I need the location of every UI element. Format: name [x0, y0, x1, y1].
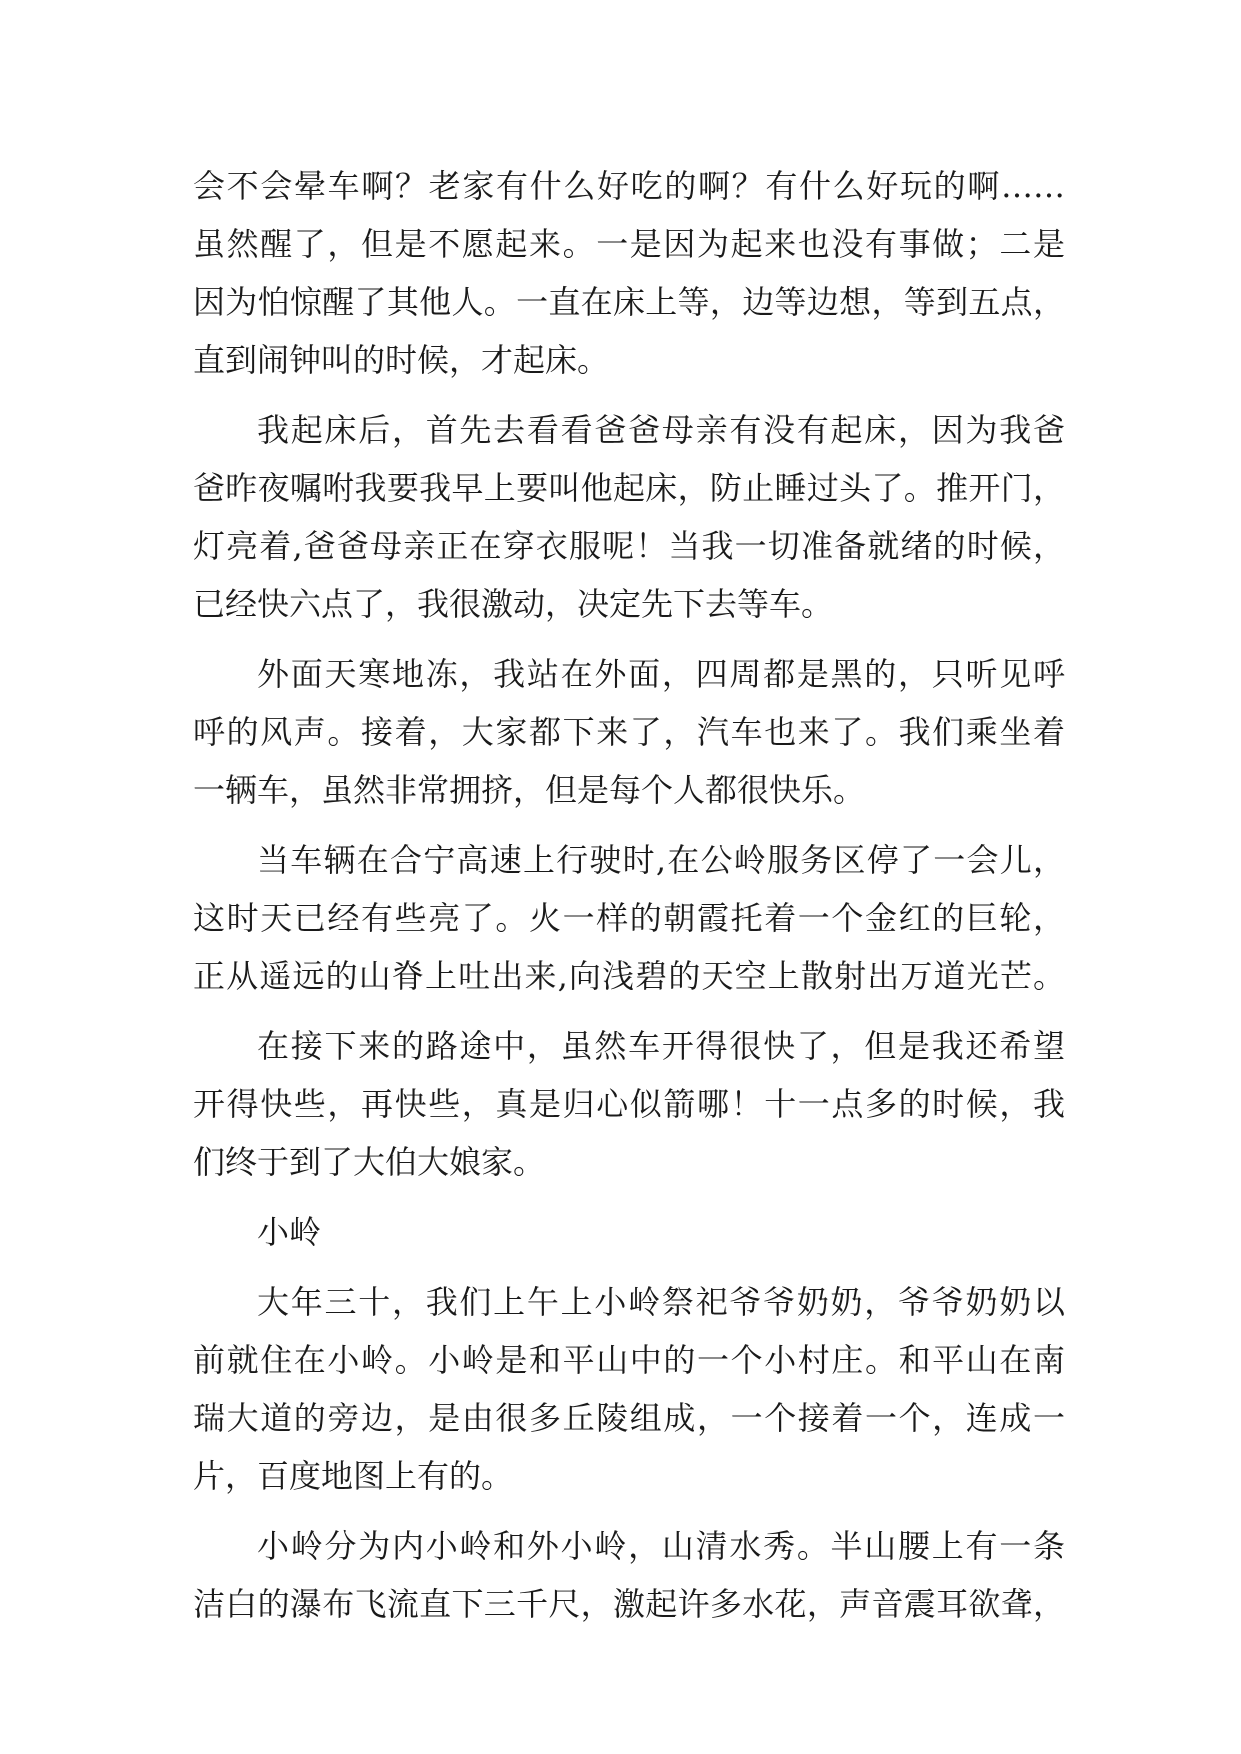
paragraph-4: [193, 831, 1065, 1005]
text-line: 片，百度地图上有的。: [193, 1457, 514, 1495]
text-line: 洁白的瀑布飞流直下三千尺，激起许多水花，声音震耳欲聋，: [193, 1585, 1065, 1623]
text-line: 虽然醒了，但是不愿起来。一是因为起来也没有事做；二是: [193, 225, 1065, 263]
text-line: 们终于到了大伯大娘家。: [193, 1143, 546, 1181]
text-line: 已经快六点了，我很激动，决定先下去等车。: [193, 585, 834, 623]
text-line: 小岭分为内小岭和外小岭，山清水秀。半山腰上有一条: [257, 1527, 1065, 1565]
paragraph-1: [193, 157, 1065, 389]
text-line: 爸昨夜嘱咐我要我早上要叫他起床，防止睡过头了。推开门，: [193, 469, 1065, 507]
text-line: 瑞大道的旁边，是由很多丘陵组成，一个接着一个，连成一: [193, 1399, 1065, 1437]
text-line: 一辆车，虽然非常拥挤，但是每个人都很快乐。: [193, 771, 866, 809]
paragraph-2: [193, 401, 1065, 633]
text-line: 在接下来的路途中，虽然车开得很快了，但是我还希望: [257, 1027, 1065, 1065]
text-line: 因为怕惊醒了其他人。一直在床上等，边等边想，等到五点，: [193, 283, 1065, 321]
text-line: 这时天已经有些亮了。火一样的朝霞托着一个金红的巨轮，: [193, 899, 1065, 937]
text-line: 正从遥远的山脊上吐出来,向浅碧的天空上散射出万道光芒。: [193, 957, 1065, 995]
text-line: 会不会晕车啊？老家有什么好吃的啊？有什么好玩的啊……: [193, 167, 1065, 205]
text-line: 当车辆在合宁高速上行驶时,在公岭服务区停了一会儿，: [257, 841, 1065, 879]
paragraph-6: [193, 1273, 1065, 1505]
section-heading: [193, 1203, 1065, 1261]
paragraph-5: [193, 1017, 1065, 1191]
text-line: 大年三十，我们上午上小岭祭祀爷爷奶奶，爷爷奶奶以: [257, 1283, 1065, 1321]
text-line: 呼的风声。接着，大家都下来了，汽车也来了。我们乘坐着: [193, 713, 1065, 751]
text-line: 直到闹钟叫的时候，才起床。: [193, 341, 610, 379]
heading-line: 小岭: [257, 1213, 322, 1251]
text-line: 我起床后，首先去看看爸爸母亲有没有起床，因为我爸: [257, 411, 1065, 449]
text-line: 外面天寒地冻，我站在外面，四周都是黑的，只听见呼: [257, 655, 1065, 693]
text-line: 开得快些，再快些，真是归心似箭哪！十一点多的时候，我: [193, 1085, 1065, 1123]
paragraph-3: [193, 645, 1065, 819]
text-line: 灯亮着,爸爸母亲正在穿衣服呢！当我一切准备就绪的时候，: [193, 527, 1065, 565]
paragraph-7: [193, 1517, 1065, 1633]
text-line: 前就住在小岭。小岭是和平山中的一个小村庄。和平山在南: [193, 1341, 1065, 1379]
body-text: [193, 157, 1065, 1645]
